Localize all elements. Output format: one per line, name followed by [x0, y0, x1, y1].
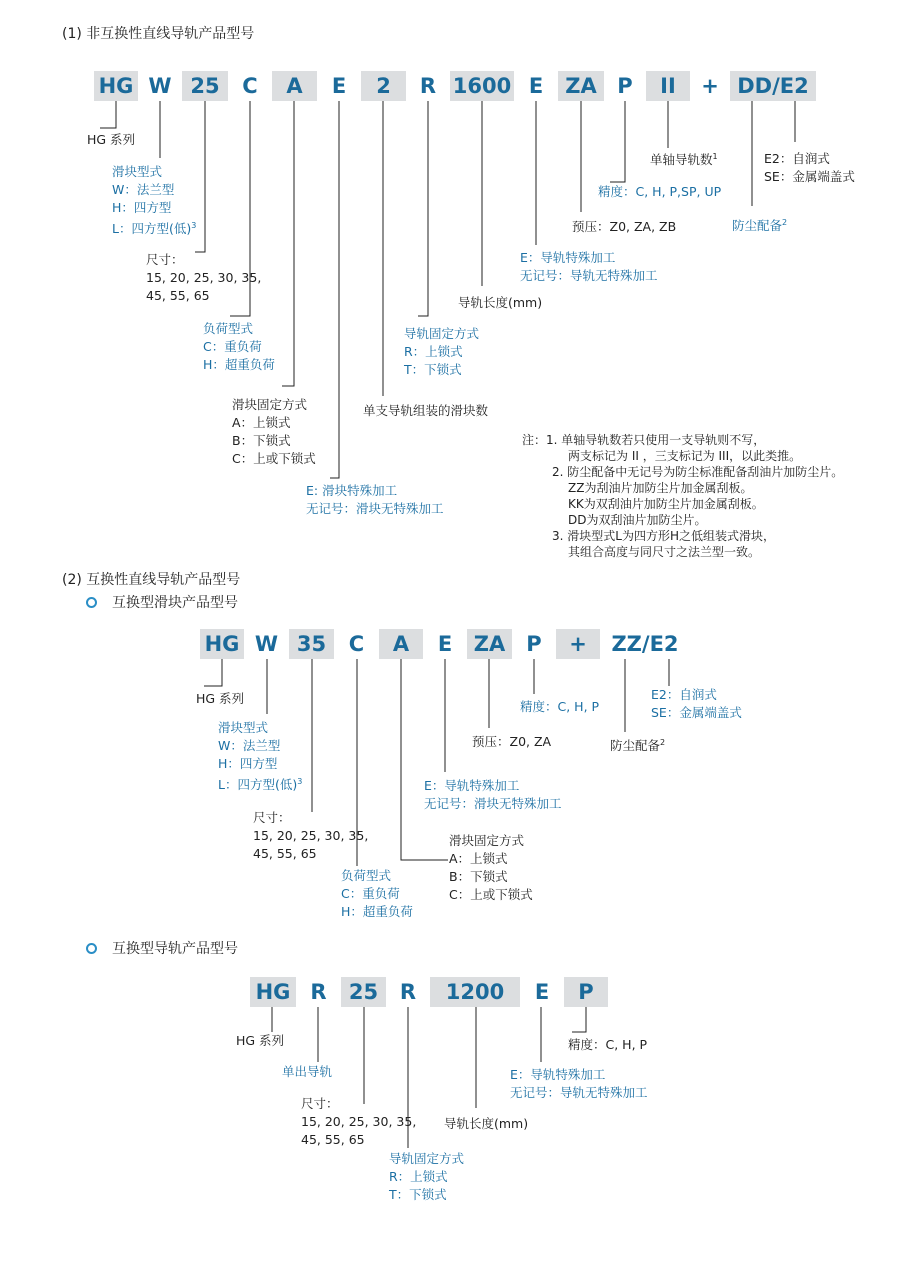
rail-size-group [301, 1095, 416, 1149]
block-type-h: H：四方型 [218, 756, 278, 771]
block-series-label: HG 系列 [196, 691, 245, 706]
block-code-mount: A [379, 629, 423, 659]
block-precision: 精度：C, H, P [520, 699, 600, 714]
rail-size-values-1: 15, 20, 25, 30, 35, [301, 1114, 417, 1129]
rail-code-precision: P [564, 977, 608, 1007]
block-special-group [424, 777, 562, 813]
block-type-title: 滑块型式 [218, 720, 269, 735]
code-precision: P [617, 74, 633, 98]
code-block-type: W [148, 74, 172, 98]
block-special-none: 无记号：滑块无特殊加工 [424, 796, 562, 811]
s1-block-type-l: L：四方型(低) [112, 221, 192, 237]
s1-mount-a: A：上锁式 [232, 415, 291, 430]
s3-line-precision [572, 1007, 586, 1032]
block-dust-sup: 2 [660, 738, 666, 747]
rail-length-label: 导轨长度(mm) [444, 1116, 529, 1131]
block-type-group [218, 719, 302, 794]
note-1-line-2: 两支标记为 II ，三支标记为 III，以此类推。 [568, 449, 802, 463]
rail-code-size: 25 [341, 977, 386, 1007]
block-code-type: W [254, 632, 279, 656]
s1-notes [522, 432, 843, 560]
block-type-sup: 3 [297, 777, 303, 786]
code-plus: + [701, 74, 719, 98]
bullet-icon [86, 943, 97, 954]
code-rail-special: E [528, 74, 544, 98]
bullet-icon [86, 597, 97, 608]
s1-rails-per-axis-text: 单轴导轨数 [650, 152, 713, 168]
s1-precision: 精度：C, H, P,SP, UP [598, 184, 722, 199]
s1-block-type-group [112, 163, 196, 238]
block-code-plus: + [556, 629, 600, 659]
note-3-line-2: 其组合高度与同尺寸之法兰型一致。 [568, 545, 761, 559]
s1-block-type-title: 滑块型式 [112, 164, 163, 179]
rail-code-single: R [310, 980, 327, 1004]
s1-rail-special-e: E：导轨特殊加工 [520, 250, 616, 265]
block-load-h: H：超重负荷 [341, 904, 413, 919]
s1-block-special-group [306, 482, 444, 518]
block-code-precision: P [526, 632, 542, 656]
block-load-c: C：重负荷 [341, 886, 400, 901]
section1-title: (1) 非互换性直线导轨产品型号 [62, 26, 255, 42]
s1-line-precision [610, 101, 625, 182]
block-size-title: 尺寸： [253, 810, 291, 825]
block-mount-title: 滑块固定方式 [449, 833, 525, 848]
note-3-line-1: 3. 滑块型式L为四方形H之低组装式滑块， [552, 529, 775, 543]
rail-mount-group [389, 1150, 464, 1204]
rail-precision-label: 精度：C, H, P [568, 1037, 648, 1052]
rail-special-group [510, 1066, 648, 1102]
s1-series-label: HG 系列 [87, 132, 136, 147]
rail-series-label: HG 系列 [236, 1033, 285, 1048]
block-code-load: C [348, 632, 365, 656]
rail-mount-title: 导轨固定方式 [389, 1151, 465, 1166]
s1-block-type-h: H：四方型 [112, 200, 172, 215]
s1-dust [732, 214, 787, 235]
s1-e2-self-lube: E2：自润式 [764, 151, 830, 166]
s1-load-c: C：重负荷 [203, 339, 262, 354]
block-code-size: 35 [289, 629, 334, 659]
block-preload: 预压：Z0, ZA [472, 734, 552, 749]
s1-mount-title: 滑块固定方式 [232, 397, 308, 412]
note-2-line-2: ZZ为刮油片加防尘片加金属刮板。 [568, 481, 753, 495]
s1-load-h: H：超重负荷 [203, 357, 275, 372]
code-rail-length: 1600 [450, 71, 514, 101]
s1-rails-per-axis [650, 148, 718, 169]
rail-mount-r: R：上锁式 [389, 1169, 448, 1184]
block-load-group [341, 867, 413, 921]
s1-load-title: 负荷型式 [203, 321, 254, 336]
block-dust [610, 734, 665, 755]
block-mount-a: A：上锁式 [449, 851, 508, 866]
block-mount-b: B：下锁式 [449, 869, 508, 884]
code-load: C [242, 74, 258, 98]
block-e2-group [651, 686, 742, 722]
rail-special-none: 无记号：导轨无特殊加工 [510, 1085, 648, 1100]
block-size-values-1: 15, 20, 25, 30, 35, [253, 828, 369, 843]
s1-size-values-2: 45, 55, 65 [146, 288, 210, 303]
s1-blocks-per-rail: 单支导轨组装的滑块数 [363, 403, 489, 418]
code-preload: ZA [558, 71, 604, 101]
rail-special-e: E：导轨特殊加工 [510, 1067, 606, 1082]
code-mount: A [272, 71, 317, 101]
note-2-line-3: KK为双刮油片加防尘片加金属刮板。 [568, 497, 764, 511]
rail-single-label: 单出导轨 [282, 1064, 333, 1079]
s1-size-values-1: 15, 20, 25, 30, 35, [146, 270, 262, 285]
s1-preload: 预压：Z0, ZA, ZB [572, 219, 677, 234]
block-mount-group [449, 832, 533, 904]
rail-mount-t: T：下锁式 [389, 1187, 447, 1202]
s1-e2-metal-cap: SE：金属端盖式 [764, 169, 855, 184]
code-block-special: E [331, 74, 347, 98]
rail-code-mount: R [399, 980, 417, 1004]
s1-block-special-none: 无记号：滑块无特殊加工 [306, 501, 444, 516]
s2-line-series [204, 659, 222, 686]
block-size-values-2: 45, 55, 65 [253, 846, 317, 861]
block-code-dust: ZZ/E2 [611, 632, 679, 656]
s1-rail-length: 导轨长度(mm) [458, 295, 543, 310]
rail-code-length: 1200 [430, 977, 520, 1007]
s1-line-size [195, 101, 205, 252]
s1-block-special-e: E: 滑块特殊加工 [306, 483, 398, 498]
code-rails-per-axis: II [646, 71, 690, 101]
block-code-special: E [437, 632, 453, 656]
code-dust: DD/E2 [730, 71, 816, 101]
code-series: HG [94, 71, 138, 101]
block-dust-text: 防尘配备 [610, 738, 661, 754]
s1-mount-c: C：上或下锁式 [232, 451, 316, 466]
block-code-series: HG [200, 629, 244, 659]
s1-line-rail-mount [418, 101, 428, 316]
s1-dust-text: 防尘配备 [732, 218, 783, 234]
s1-dust-sup: 2 [782, 218, 788, 227]
s1-block-type-w: W：法兰型 [112, 182, 175, 197]
note-2-line-4: DD为双刮油片加防尘片。 [568, 513, 707, 527]
s1-e2-group [764, 150, 855, 186]
rail-size-title: 尺寸： [301, 1096, 339, 1111]
s1-rail-special-group [520, 249, 658, 285]
s1-size-group [146, 251, 261, 305]
note-2-line-1: 2. 防尘配备中无记号为防尘标准配备刮油片加防尘片。 [552, 465, 844, 479]
block-type-l: L：四方型(低) [218, 777, 298, 793]
code-blocks-per-rail: 2 [361, 71, 406, 101]
s1-rails-per-axis-sup: 1 [712, 152, 718, 161]
rail-subtitle: 互换型导轨产品型号 [112, 941, 238, 957]
s1-rail-mount-group [404, 325, 479, 379]
block-size-group [253, 809, 368, 863]
note-1-line-1: 注：1. 单轴导轨数若只使用一支导轨则不写， [522, 433, 766, 447]
code-rail-mount: R [419, 74, 437, 98]
block-load-title: 负荷型式 [341, 868, 392, 883]
block-type-w: W：法兰型 [218, 738, 281, 753]
block-subtitle: 互换型滑块产品型号 [112, 595, 238, 611]
s1-rail-mount-r: R：上锁式 [404, 344, 463, 359]
rail-size-values-2: 45, 55, 65 [301, 1132, 365, 1147]
block-code-preload: ZA [467, 629, 512, 659]
s1-rail-mount-title: 导轨固定方式 [404, 326, 480, 341]
block-mount-c: C：上或下锁式 [449, 887, 533, 902]
block-e2-metal-cap: SE：金属端盖式 [651, 705, 742, 720]
s1-mount-group [232, 396, 316, 468]
rail-code-special: E [534, 980, 550, 1004]
block-e2-self-lube: E2：自润式 [651, 687, 717, 702]
s1-load-group [203, 320, 275, 374]
s1-block-type-sup: 3 [191, 221, 197, 230]
block-special-e: E：导轨特殊加工 [424, 778, 520, 793]
s1-rail-mount-t: T：下锁式 [404, 362, 462, 377]
s2-line-mount [401, 659, 448, 860]
section2-title: (2) 互换性直线导轨产品型号 [62, 572, 241, 588]
s1-line-series [100, 101, 116, 128]
s1-size-title: 尺寸： [146, 252, 184, 267]
s1-rail-special-none: 无记号：导轨无特殊加工 [520, 268, 658, 283]
s1-line-mount [282, 101, 294, 386]
code-size: 25 [182, 71, 228, 101]
s1-line-block-special [330, 101, 339, 478]
s1-mount-b: B：下锁式 [232, 433, 291, 448]
rail-code-series: HG [250, 977, 296, 1007]
